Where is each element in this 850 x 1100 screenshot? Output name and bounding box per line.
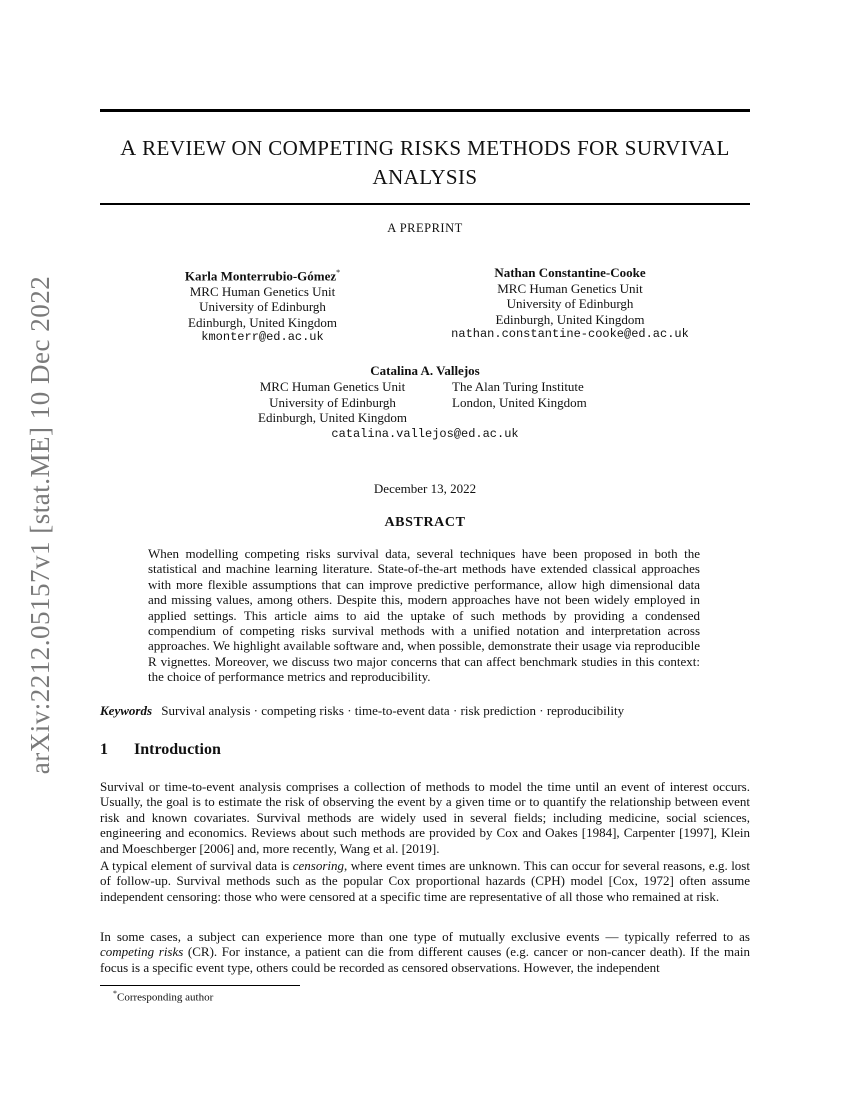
title-bottom-rule	[100, 203, 750, 205]
author-3-affiliation-2	[452, 379, 652, 410]
paragraph-2-emphasis: censoring	[292, 858, 345, 873]
paragraph-3-end: (CR). For instance, a patient can die from different causes (e.g. cancer or non-cancer death). If the main focus is a specific event type, others could be recorded as censored observations. However, the independent	[100, 944, 750, 975]
section-heading	[100, 741, 221, 759]
abstract-text: When modelling competing risks survival data, several techniques have been proposed in both the statistical and machine learning literature. State-of-the-art methods have extended classical approaches with more flexible assumptions that can improve predictive performance, allow high dimensional data and missing values, among others. Despite this, modern approaches have not been widely employed in applied settings. This article aims to aid the uptake of such methods by providing a condensed compendium of competing risks survival methods with a unified notation and interpretation across approaches. We highlight available software and, when possible, demonstrate their usage via reproducible R vignettes. Moreover, we discuss two major concerns that can affect benchmark studies in this context: the choice of performance metrics and reproducibility.	[148, 546, 700, 685]
paragraph-1: Survival or time-to-event analysis comprises a collection of methods to model the time until an event of interest occurs. Usually, the goal is to estimate the risk of observing the event by a given time or to quantify the relationship between event risk and known covariates. Survival methods are widely used in several fields; including medicine, social sciences, engineering and economics. Reviews about such methods are provided by Cox and Oakes [1984], Carpenter [1997], Klein and Moeschberger [2006] and, more recently, Wang et al. [2019].	[100, 779, 750, 856]
paragraph-3-emphasis: competing risks	[100, 944, 184, 960]
author-email[interactable]: kmonterr@ed.ac.uk	[201, 330, 324, 345]
paragraph-3	[100, 929, 750, 975]
title-top-rule	[100, 109, 750, 112]
paper-date: December 13, 2022	[373, 481, 477, 496]
author-email[interactable]: nathan.constantine-cooke@ed.ac.uk	[451, 327, 689, 341]
title-initial: A	[120, 135, 137, 160]
author-email[interactable]: catalina.vallejos@ed.ac.uk	[331, 427, 519, 441]
preprint-label: A PREPRINT	[387, 221, 463, 235]
author-unit: MRC Human Genetics Unit	[189, 283, 336, 299]
author-university: University of Edinburgh	[506, 296, 634, 311]
author-unit: MRC Human Genetics Unit	[259, 379, 406, 394]
author-block-1	[160, 265, 365, 346]
section-title: Introduction	[134, 741, 221, 758]
author-block-2	[420, 265, 720, 343]
footnote	[113, 989, 213, 1004]
author-location: Edinburgh, United Kingdom	[188, 314, 337, 330]
author-name: Catalina A. Vallejos	[370, 363, 480, 378]
author-unit: MRC Human Genetics Unit	[497, 280, 643, 296]
title-line-2: ANALYSIS	[372, 165, 478, 189]
author-name: Karla Monterrubio-Gómez	[184, 268, 337, 284]
footnote-rule	[100, 985, 300, 986]
keywords-label: Keywords	[100, 703, 152, 718]
footnote-marker: *	[113, 989, 117, 998]
keywords	[100, 703, 750, 719]
corresponding-marker: *	[336, 268, 341, 277]
author-unit-2: The Alan Turing Institute	[452, 379, 584, 394]
section-number: 1	[100, 741, 108, 758]
author-name: Nathan Constantine-Cooke	[494, 265, 646, 280]
author-university: University of Edinburgh	[269, 394, 396, 410]
author-university: University of Edinburgh	[199, 299, 326, 315]
author-3-affiliation-1	[240, 379, 425, 426]
paragraph-2	[100, 858, 750, 904]
paragraph-3-start: In some cases, a subject can experience more than one type of mutually exclusive events — typically referred to as	[100, 929, 750, 944]
paragraph-2-end: , where event times are unknown. This can occur for several reasons, e.g. lost of follow-up. Survival methods such as the popular Cox proportional hazards (CPH) model [Cox, 1972] often assume independent censoring: those who were censored at a specific time are representative of all those who remained at risk.	[100, 858, 750, 904]
paper-title	[100, 133, 750, 192]
keywords-text: Survival analysis · competing risks · time-to-event data · risk prediction · reproducibility	[161, 703, 625, 718]
author-location-2: London, United Kingdom	[452, 394, 587, 410]
footnote-text: Corresponding author	[117, 991, 214, 1004]
abstract-heading: ABSTRACT	[384, 515, 466, 530]
paragraph-2-start: A typical element of survival data is	[100, 858, 293, 873]
author-location: Edinburgh, United Kingdom	[495, 311, 645, 327]
author-location: Edinburgh, United Kingdom	[258, 410, 407, 425]
title-line-1: REVIEW ON COMPETING RISKS METHODS FOR SURVIVAL	[136, 136, 730, 160]
arxiv-identifier: arXiv:2212.05157v1 [stat.ME] 10 Dec 2022	[25, 275, 55, 775]
